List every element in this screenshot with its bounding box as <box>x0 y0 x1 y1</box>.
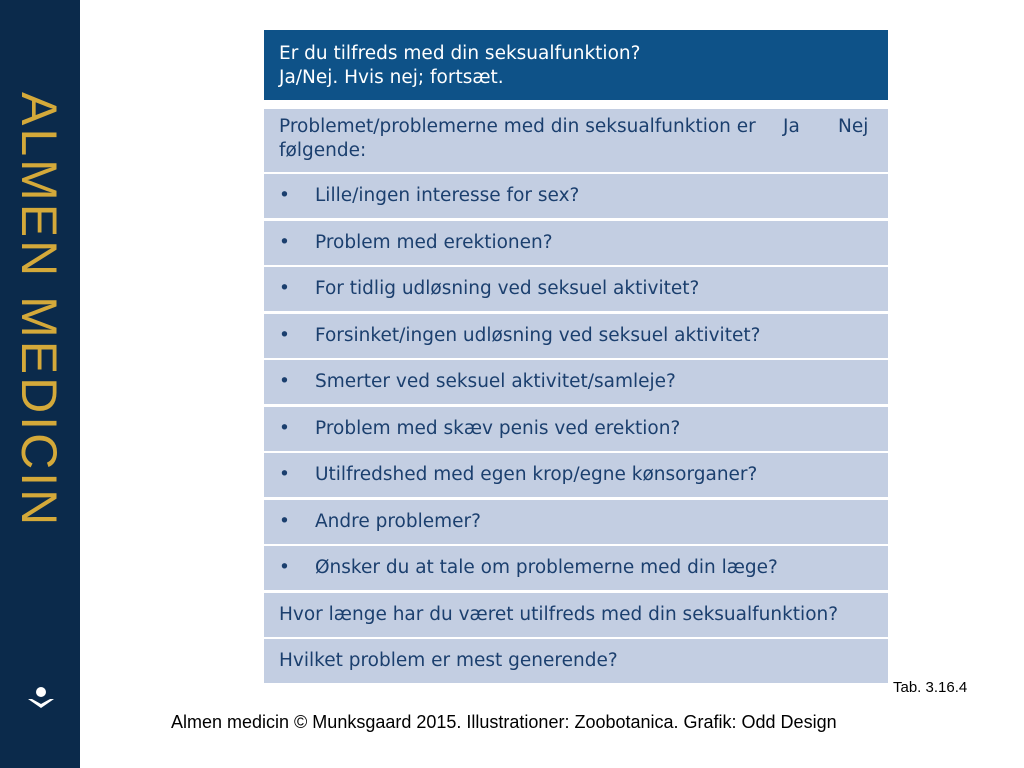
row-label: Problem med erektionen? <box>315 232 553 253</box>
bullet: • <box>279 185 290 206</box>
row-label: Problem med skæv penis ved erektion? <box>315 418 681 439</box>
bullet: • <box>279 278 290 299</box>
row-label: Ønsker du at tale om problemerne med din læge? <box>315 557 778 578</box>
row-label: Forsinket/ingen udløsning ved seksuel aktivitet? <box>315 325 761 346</box>
table-row <box>264 174 888 218</box>
row-label: Lille/ingen interesse for sex? <box>315 185 580 206</box>
table-row <box>264 314 888 358</box>
table-caption: Tab. 3.16.4 <box>893 679 968 696</box>
bullet: • <box>279 232 290 253</box>
row-question: Hvilket problem er mest generende? <box>279 650 618 671</box>
subheader-line-1: Problemet/problemerne med din seksualfunktion er <box>279 116 756 137</box>
row-label: Andre problemer? <box>315 511 481 532</box>
table-row <box>264 221 888 265</box>
table-row <box>264 546 888 590</box>
header-line-1: Er du tilfreds med din seksualfunktion? <box>279 43 641 64</box>
table-subheader <box>264 109 888 172</box>
table-header <box>264 30 888 100</box>
bullet: • <box>279 557 290 578</box>
bullet: • <box>279 371 290 392</box>
column-nej: Nej <box>838 116 869 137</box>
table-row <box>264 453 888 497</box>
table-row <box>264 593 888 637</box>
row-label: For tidlig udløsning ved seksuel aktivitet? <box>315 278 700 299</box>
reader-logo-icon <box>26 686 56 710</box>
subheader-line-2: følgende: <box>279 140 367 161</box>
footer-credit: Almen medicin © Munksgaard 2015. Illustrationer: Zoobotanica. Grafik: Odd Design <box>171 712 837 732</box>
bullet: • <box>279 418 290 439</box>
sidebar <box>0 0 80 768</box>
row-question: Hvor længe har du været utilfreds med din seksualfunktion? <box>279 604 839 625</box>
row-label: Smerter ved seksuel aktivitet/samleje? <box>315 371 676 392</box>
table-row <box>264 267 888 311</box>
bullet: • <box>279 464 290 485</box>
table-row <box>264 360 888 404</box>
bullet: • <box>279 511 290 532</box>
table-row <box>264 639 888 683</box>
bullet: • <box>279 325 290 346</box>
table-row <box>264 407 888 451</box>
header-line-2: Ja/Nej. Hvis nej; fortsæt. <box>279 67 504 88</box>
table-row <box>264 500 888 544</box>
row-label: Utilfredshed med egen krop/egne kønsorganer? <box>315 464 758 485</box>
column-ja: Ja <box>783 116 800 137</box>
brand-title: ALMEN MEDICIN <box>11 92 67 529</box>
